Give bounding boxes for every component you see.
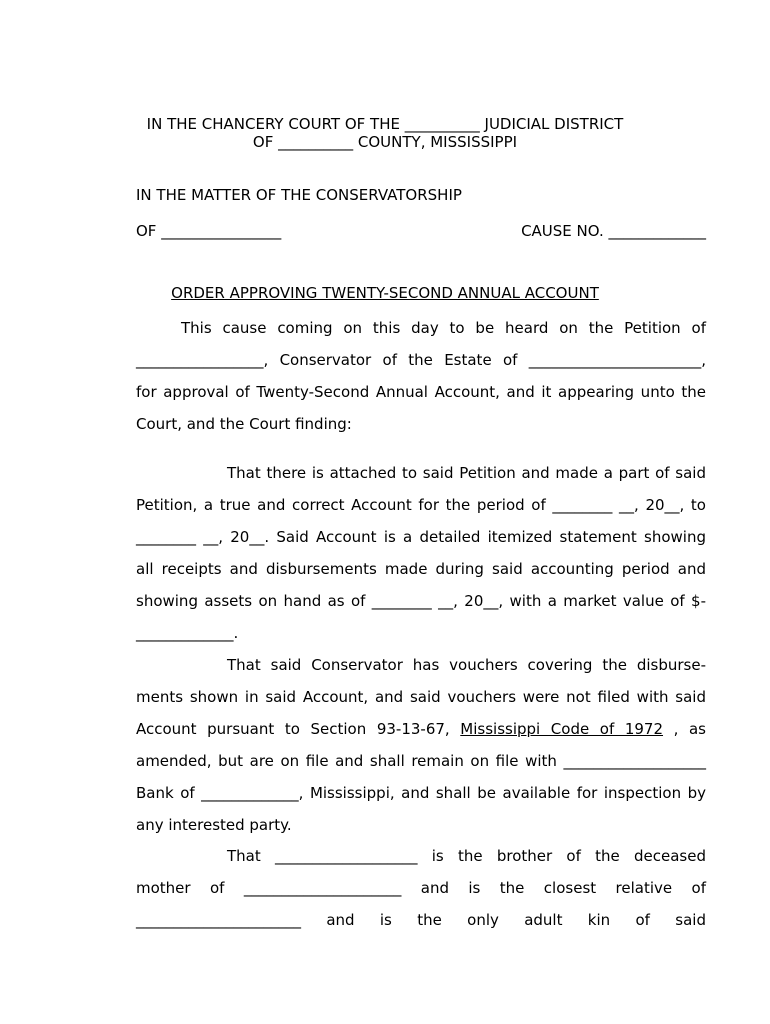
finding2-line-5: Bank of _____________, Mississippi, and shall be available for inspection by: [136, 784, 706, 802]
court-heading-line: IN THE CHANCERY COURT OF THE __________ JUDICIAL DISTRICT: [146, 115, 624, 133]
finding2-line-1: That said Conservator has vouchers covering the disburse-: [227, 656, 706, 674]
finding2-line-3: [136, 720, 706, 738]
intro-line-1: This cause coming on this day to be heard on the Petition of: [181, 319, 706, 337]
finding1-line-5: showing assets on hand as of ________ __, 20__, with a market value of $-: [136, 592, 706, 610]
intro-line-3: for approval of Twenty-Second Annual Account, and it appearing unto the: [136, 383, 706, 401]
finding2-line-4: amended, but are on file and shall remain on file with ___________________: [136, 752, 706, 770]
order-title: ORDER APPROVING TWENTY-SECOND ANNUAL ACCOUNT: [171, 284, 599, 302]
finding1-line-3: ________ __, 20__. Said Account is a detailed itemized statement showing: [136, 528, 706, 546]
finding3-line-3: ______________________ and is the only adult kin of said: [136, 911, 706, 929]
intro-line-4: Court, and the Court finding:: [136, 415, 352, 433]
finding2-line-6: any interested party.: [136, 816, 292, 834]
finding1-line-1: That there is attached to said Petition and made a part of said: [227, 464, 706, 482]
finding2-line-2: ments shown in said Account, and said vouchers were not filed with said: [136, 688, 706, 706]
intro-line-2: _________________, Conservator of the Estate of _______________________,: [136, 351, 706, 369]
cause-number-line: CAUSE NO. _____________: [521, 222, 706, 240]
section-reference: Account pursuant to Section 93-13-67,: [136, 720, 461, 738]
as-text: , as: [673, 720, 706, 738]
finding1-line-4: all receipts and disbursements made during said accounting period and: [136, 560, 706, 578]
code-citation: Mississippi Code of 1972: [460, 720, 664, 738]
finding3-line-2: mother of _____________________ and is the closest relative of: [136, 879, 706, 897]
county-heading-line: OF __________ COUNTY, MISSISSIPPI: [252, 133, 518, 151]
matter-line: IN THE MATTER OF THE CONSERVATORSHIP: [136, 186, 462, 204]
conservatorship-of-line: OF ________________: [136, 222, 282, 240]
finding3-line-1: That ___________________ is the brother of the deceased: [227, 847, 706, 865]
finding1-line-2: Petition, a true and correct Account for the period of ________ __, 20__, to: [136, 496, 706, 514]
finding1-line-6: _____________.: [136, 624, 239, 642]
